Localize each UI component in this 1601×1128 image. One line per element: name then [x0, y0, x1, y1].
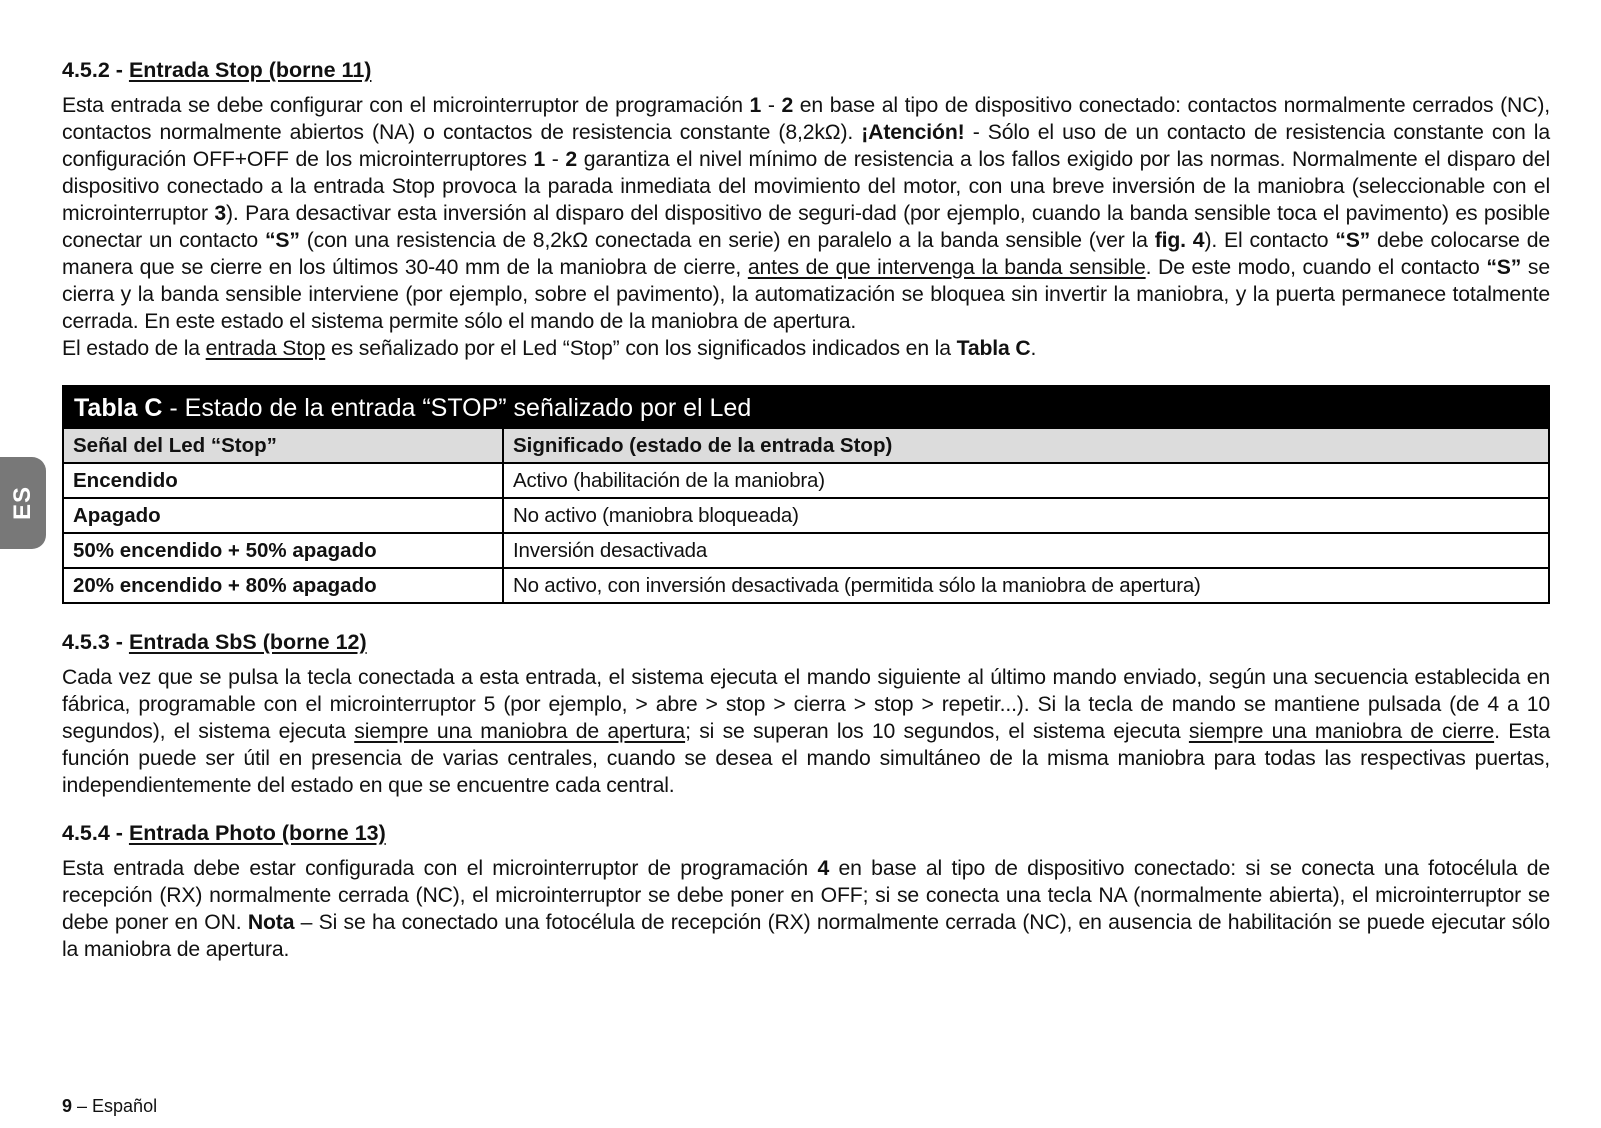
page-content: [62, 56, 1550, 963]
paragraph: Esta entrada debe estar configurada con el microinterruptor de programación 4 en base al tipo de dispositivo conectado: si se conecta una fotocélula de recepción (RX) normalmente cerrada (NC), el microinterruptor se debe poner en OFF; si se conecta una tecla NA (normalmente abierta), el microinterruptor se debe poner en ON. Nota – Si se ha conectado una fotocélula de recepción (RX) normalmente cerrada (NC), en ausencia de habilitación se puede ejecutar sólo la maniobra de apertura.: [62, 857, 1551, 961]
table-header-cell: Señal del Led “Stop”: [63, 428, 503, 463]
section-number: 4.5.4 -: [62, 821, 129, 845]
section-entrada-stop: [62, 56, 1550, 362]
table-caption-bold: Tabla C: [74, 394, 163, 422]
section-heading: [62, 56, 1550, 84]
table-row: [63, 498, 1549, 533]
section-entrada-sbs: [62, 628, 1550, 799]
table-header-row: [63, 428, 1549, 463]
section-title: Entrada SbS (borne 12): [128, 630, 367, 654]
footer-language: Español: [92, 1096, 158, 1116]
table-caption-text: - Estado de la entrada “STOP” señalizado por el Led: [162, 394, 752, 422]
table-row: [63, 568, 1549, 603]
paragraph: El estado de la entrada Stop es señalizado por el Led “Stop” con los significados indicados en la Tabla C.: [62, 337, 1037, 360]
section-number: 4.5.3 -: [62, 630, 129, 654]
footer-separator: –: [72, 1096, 93, 1116]
language-tab-label: ES: [9, 485, 36, 521]
table-cell-signal: 50% encendido + 50% apagado: [63, 533, 503, 568]
table-row: [63, 463, 1549, 498]
table-caption: [63, 386, 1549, 428]
section-title: Entrada Photo (borne 13): [128, 821, 386, 845]
paragraph: Esta entrada se debe configurar con el microinterruptor de programación 1 - 2 en base al tipo de dispositivo conectado: contactos normalmente cerrados (NC), contactos normalmente abiertos (NA) o contactos de resistencia constante (8,2kΩ). ¡Atención! - Sólo el uso de un contacto de resistencia constante con la configuración OFF+OFF de los microinterruptores 1 - 2 garantiza el nivel mínimo de resistencia a los fallos exigido por las normas. Normalmente el disparo del dispositivo conectado a la entrada Stop provoca la parada inmediata del movimiento del motor, con una breve inversión de la maniobra (seleccionable con el microinterruptor 3). Para desactivar esta inversión al disparo del dispositivo de seguri-dad (por ejemplo, cuando la banda sensible toca el pavimento) es posible conectar un contacto “S” (con una resistencia de 8,2kΩ conectada en serie) en paralelo a la banda sensible (ver la fig. 4). El contacto “S” debe colocarse de manera que se cierre en los últimos 30-40 mm de la maniobra de cierre, antes de que intervenga la banda sensible. De este modo, cuando el contacto “S” se cierra y la banda sensible interviene (por ejemplo, sobre el pavimento), la automatización se bloquea sin invertir la maniobra, y la puerta permanece totalmente cerrada. En este estado el sistema permite sólo el mando de la maniobra de apertura.: [62, 94, 1551, 333]
page-number: 9: [62, 1096, 73, 1116]
table-row: [63, 533, 1549, 568]
table-cell-meaning: No activo (maniobra bloqueada): [503, 498, 1549, 533]
table-cell-meaning: No activo, con inversión desactivada (permitida sólo la maniobra de apertura): [503, 568, 1549, 603]
section-heading: [62, 819, 1550, 847]
section-entrada-photo: [62, 819, 1550, 963]
section-title: Entrada Stop (borne 11): [128, 58, 372, 82]
tabla-c: [62, 385, 1550, 604]
table-cell-meaning: Activo (habilitación de la maniobra): [503, 463, 1549, 498]
page-footer: [62, 1096, 157, 1117]
table-cell-signal: Apagado: [63, 498, 503, 533]
table-cell-meaning: Inversión desactivada: [503, 533, 1549, 568]
language-tab: [0, 457, 46, 549]
table-cell-signal: Encendido: [63, 463, 503, 498]
section-heading: [62, 628, 1550, 656]
table-cell-signal: 20% encendido + 80% apagado: [63, 568, 503, 603]
paragraph: Cada vez que se pulsa la tecla conectada a esta entrada, el sistema ejecuta el mando siguiente al último mando enviado, según una secuencia establecida en fábrica, programable con el microinterruptor 5 (por ejemplo, > abre > stop > cierra > stop > repetir...). Si la tecla de mando se mantiene pulsada (de 4 a 10 segundos), el sistema ejecuta siempre una maniobra de apertura; si se superan los 10 segundos, el sistema ejecuta siempre una maniobra de cierre. Esta función puede ser útil en presencia de varias centrales, cuando se desea el mando simultáneo de la misma maniobra para todas las respectivas puertas, independientemente del estado en que se encuentre cada central.: [62, 666, 1551, 797]
table-header-cell: Significado (estado de la entrada Stop): [503, 428, 1549, 463]
section-number: 4.5.2 -: [62, 58, 129, 82]
